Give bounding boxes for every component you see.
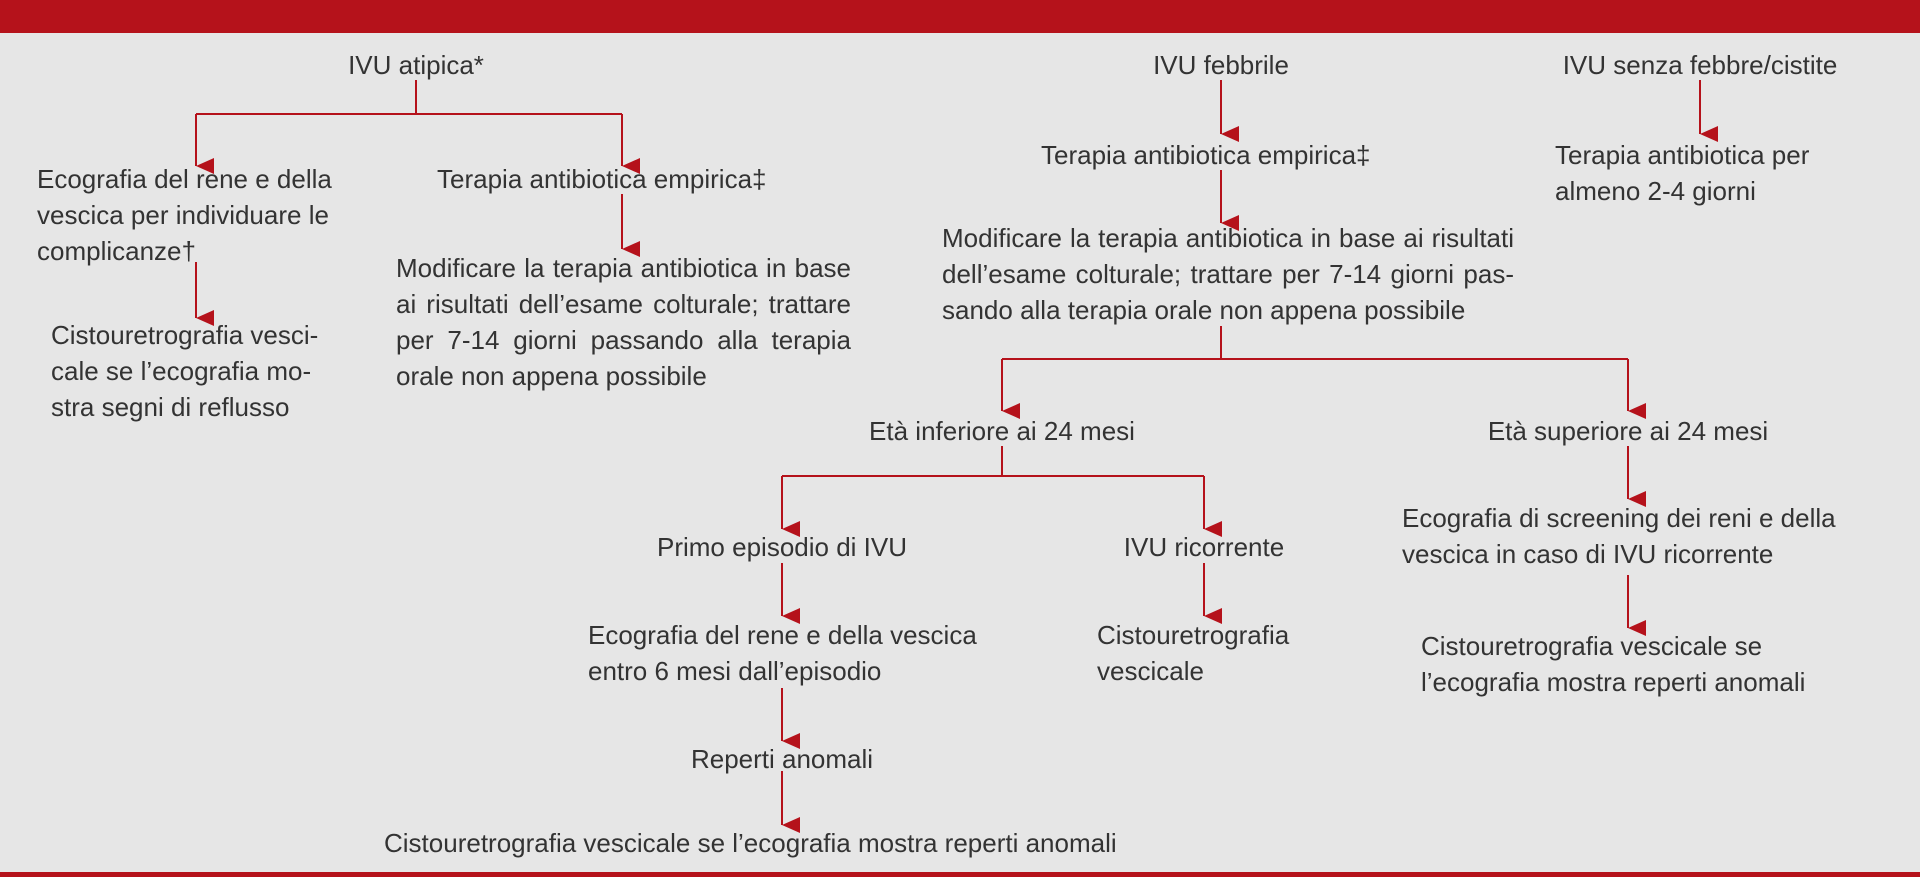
connector-atipica-split — [196, 80, 622, 114]
footer-rule — [0, 872, 1920, 877]
node-terapia-empirica-atipica: Terapia antibiotica empirica‡ — [437, 164, 767, 194]
node-ecografia-screening: Ecografia di screening dei reni e della vescica in caso di IVU ricorrente — [1402, 503, 1836, 569]
node-cistouretrografia-anomali-finale: Cistouretrografia vescicale se l’ecografia mostra reperti anomali — [384, 828, 1117, 858]
node-eta-superiore: Età superiore ai 24 mesi — [1487, 416, 1769, 446]
node-terapia-2-4-giorni: Terapia antibiotica per almeno 2-4 giorni — [1555, 140, 1810, 206]
node-ivu-ricorrente: IVU ricorrente — [1123, 532, 1285, 562]
node-eta-inferiore: Età inferiore ai 24 mesi — [869, 416, 1135, 446]
connector-eta-split — [1002, 326, 1628, 359]
node-cistouretrografia-anomali-dx: Cistouretrografia vescicale se l’ecografia mostra reperti anomali — [1421, 631, 1806, 697]
node-ivu-febbrile: IVU febbrile — [1153, 50, 1289, 80]
node-ecografia-entro-6-mesi: Ecografia del rene e della vescica entro 6 mesi dall’episodio — [588, 620, 977, 686]
node-primo-episodio: Primo episodio di IVU — [657, 532, 907, 562]
node-terapia-empirica-febbrile: Terapia antibiotica empirica‡ — [1041, 140, 1371, 170]
node-ivu-senza-febbre: IVU senza febbre/cistite — [1562, 50, 1838, 80]
node-modificare-terapia-febbrile: Modificare la terapia antibiotica in base ai risultati dell’esame colturale; trattare per 7-14 giorni pas-sando alla terapia orale non appena possibile — [942, 223, 1514, 325]
node-reperti-anomali: Reperti anomali — [690, 744, 874, 774]
connector-inferiore-split — [782, 446, 1204, 476]
node-ivu-atipica: IVU atipica* — [348, 50, 484, 80]
node-cistouretrografia-vescicale: Cistouretrografia vescicale — [1097, 620, 1290, 686]
node-ecografia-complicanze: Ecografia del rene e della vescica per individuare le complicanze† — [37, 164, 332, 266]
node-cistouretrografia-reflusso: Cistouretrografia vesci- cale se l’ecografia mo- stra segni di reflusso — [51, 320, 319, 422]
node-modificare-terapia-atipica: Modificare la terapia antibiotica in base ai risultati dell’esame colturale; trattare per 7-14 giorni passando alla terapia orale non appena possibile — [396, 253, 851, 391]
